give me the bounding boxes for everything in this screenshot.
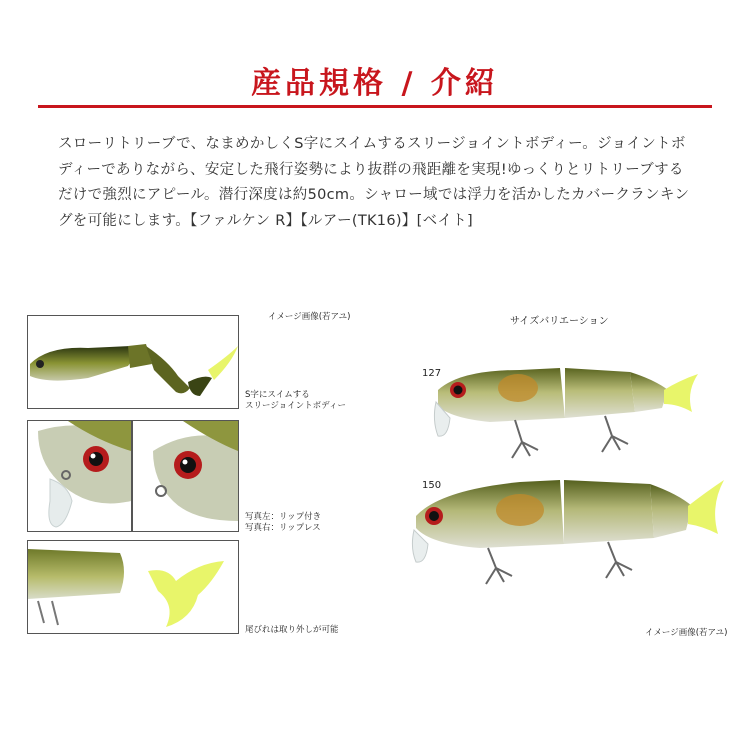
image-note-bottom: イメージ画像(若アユ): [645, 628, 728, 638]
image-note-top: イメージ画像(若アユ): [268, 312, 351, 322]
lure-127-image: [430, 360, 705, 470]
caption-lip: [245, 512, 321, 534]
title-divider: [38, 105, 712, 108]
lure-127: [430, 360, 705, 470]
size-variation-title: サイズバリエーション: [510, 316, 609, 327]
caption-lip-line-2: 写真右：リップレス: [245, 523, 321, 533]
size-label-150: 150: [422, 480, 442, 491]
lure-lipless-image: [133, 421, 238, 531]
lure-150-image: [410, 472, 728, 590]
lure-swim-image: [28, 316, 238, 408]
lure-with-lip-image: [28, 421, 131, 531]
lip-photo-left: [27, 420, 132, 532]
lure-150: [410, 472, 728, 590]
caption-lip-line-1: 写真左：リップ付き: [245, 512, 322, 522]
page-title: 産品規格 / 介紹: [251, 66, 499, 101]
caption-tail: 尾びれは取り外しが可能: [245, 625, 339, 635]
caption-swim: [245, 390, 346, 412]
lip-photo-right: [132, 420, 239, 532]
caption-swim-line-2: スリージョイントボディー: [245, 401, 346, 411]
size-label-127: 127: [422, 368, 442, 379]
product-description: スローリトリーブで、なまめかしくS字にスイムするスリージョイントボディー。ジョイントボディーでありながら、安定した飛行姿勢により抜群の飛距離を実現!ゆっくりとリトリーブするだけで強烈にアピール。潜行深度は約50cm。シャロー域では浮力を活かしたカバークランキングを可能にします。【ファルケン R】【ルアー(TK16)】[ベイト]: [58, 136, 690, 229]
tail-detail-image: [28, 541, 238, 633]
swim-photo: [27, 315, 239, 409]
caption-swim-line-1: S字にスイムする: [245, 390, 310, 400]
tail-photo: [27, 540, 239, 634]
